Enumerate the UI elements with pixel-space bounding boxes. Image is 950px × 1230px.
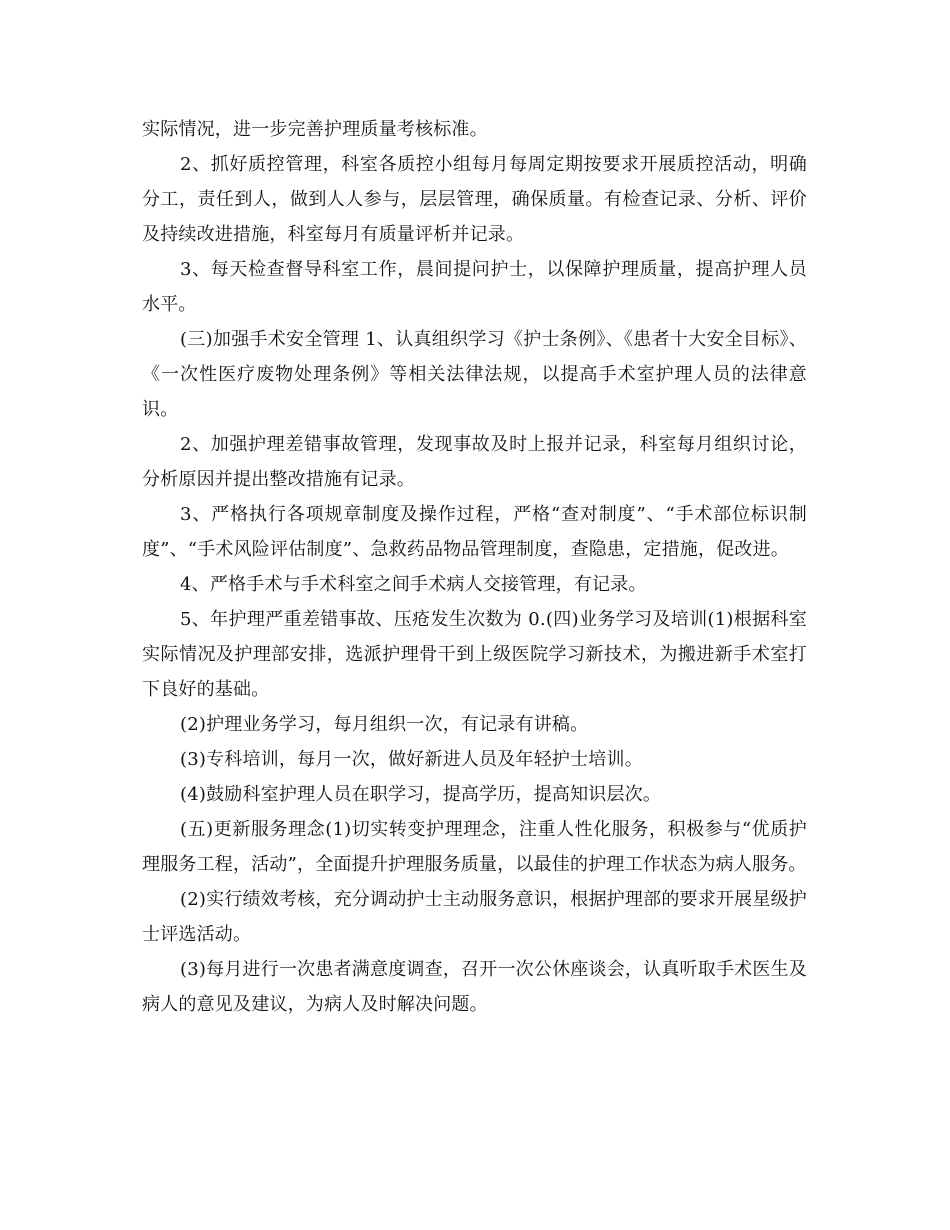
paragraph-14: (3)每月进行一次患者满意度调查，召开一次公休座谈会，认真听取手术医生及病人的意见及建议，为病人及时解决问题。 bbox=[142, 959, 807, 1015]
paragraph-11: (4)鼓励科室护理人员在职学习，提高学历，提高知识层次。 bbox=[180, 784, 662, 805]
paragraph-9: (2)护理业务学习，每月组织一次，有记录有讲稿。 bbox=[180, 714, 589, 735]
document-body bbox=[142, 112, 807, 1022]
paragraph-4: (三)加强手术安全管理 1、认真组织学习《护士条例》、《患者十大安全目标》、《一次性医疗废物处理条例》等相关法律法规，以提高手术室护理人员的法律意识。 bbox=[142, 329, 807, 420]
paragraph-6: 3、严格执行各项规章制度及操作过程，严格“查对制度”、“手术部位标识制度”、“手术风险评估制度”、急救药品物品管理制度，查隐患，定措施，促改进。 bbox=[142, 504, 807, 560]
paragraph-5: 2、加强护理差错事故管理，发现事故及时上报并记录，科室每月组织讨论，分析原因并提出整改措施有记录。 bbox=[142, 434, 807, 490]
paragraph-2: 2、抓好质控管理，科室各质控小组每月每周定期按要求开展质控活动，明确分工，责任到人，做到人人参与，层层管理，确保质量。有检查记录、分析、评价及持续改进措施，科室每月有质量评析并记录。 bbox=[142, 154, 807, 245]
paragraph-8: 5、年护理严重差错事故、压疮发生次数为 0.(四)业务学习及培训(1)根据科室实际情况及护理部安排，选派护理骨干到上级医院学习新技术，为搬进新手术室打下良好的基础。 bbox=[142, 609, 807, 700]
paragraph-3: 3、每天检查督导科室工作，晨间提问护士，以保障护理质量，提高护理人员水平。 bbox=[142, 259, 807, 315]
paragraph-10: (3)专科培训，每月一次，做好新进人员及年轻护士培训。 bbox=[180, 749, 643, 770]
paragraph-7: 4、严格手术与手术科室之间手术病人交接管理，有记录。 bbox=[180, 574, 647, 595]
paragraph-13: (2)实行绩效考核，充分调动护士主动服务意识，根据护理部的要求开展星级护士评选活动。 bbox=[142, 889, 807, 945]
paragraph-12: (五)更新服务理念(1)切实转变护理理念，注重人性化服务，积极参与“优质护理服务工程，活动”，全面提升护理服务质量，以最佳的护理工作状态为病人服务。 bbox=[142, 819, 807, 875]
paragraph-1: 实际情况，进一步完善护理质量考核标准。 bbox=[142, 119, 488, 140]
